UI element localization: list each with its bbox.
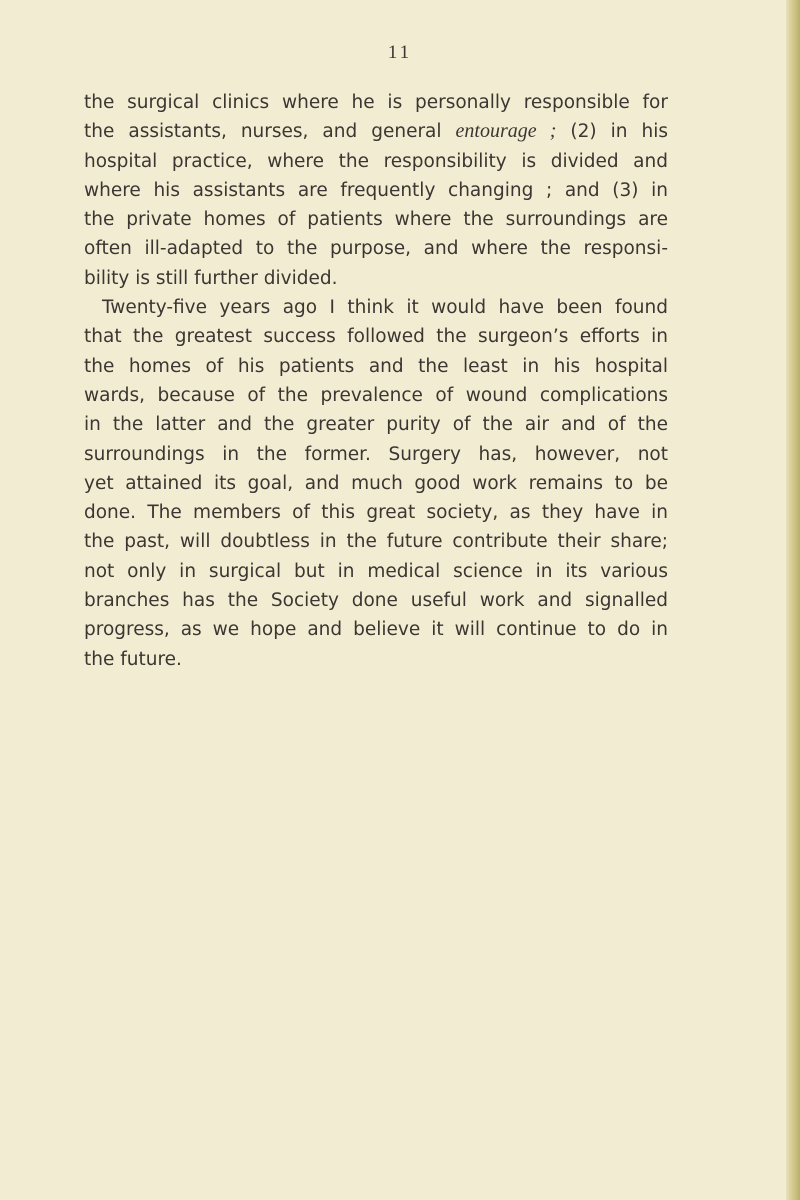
italic-phrase: entourage ; [455,120,557,143]
text-line-paragraph-end: bility is still further divided. [84,267,338,289]
text-line: not only in surgical but in medical science in its various [84,560,668,582]
body-text [84,88,668,674]
text-line: where his assistants are frequently changing ; and (3) in [84,179,668,201]
text-line: that the greatest success followed the surgeon’s efforts in [84,326,668,348]
text-line: the surgical clinics where he is personally responsible for [84,92,668,113]
text-line: the homes of his patients and the least in his hospital [84,355,668,377]
text-line: done. The members of this great society, as they have in [84,502,668,524]
text-line: branches has the Society done useful work and signalled [84,590,668,612]
text-line: wards, because of the prevalence of wound complications [84,384,668,406]
text-line: often ill-adapted to the purpose, and where the responsi- [84,238,668,260]
text-line: the past, will doubtless in the future contribute their share; [84,531,668,553]
page-number: 11 [387,42,413,63]
text-line: the private homes of patients where the surroundings are [84,209,668,231]
text-line: yet attained its goal, and much good work remains to be [84,472,668,494]
text-line: in the latter and the greater purity of the air and of the [84,414,668,436]
text-line: progress, as we hope and believe it will continue to do in [84,619,668,641]
page-edge-shadow [786,0,800,1200]
text-line-final: the future. [84,648,182,670]
text-line-paragraph-start: Twenty-five years ago I think it would have been found [102,297,668,319]
text-line: the assistants, nurses, and general entourage ; (2) in his [84,120,668,143]
text-line: hospital practice, where the responsibility is divided and [84,150,668,172]
text-line: surroundings in the former. Surgery has, however, not [84,443,668,465]
